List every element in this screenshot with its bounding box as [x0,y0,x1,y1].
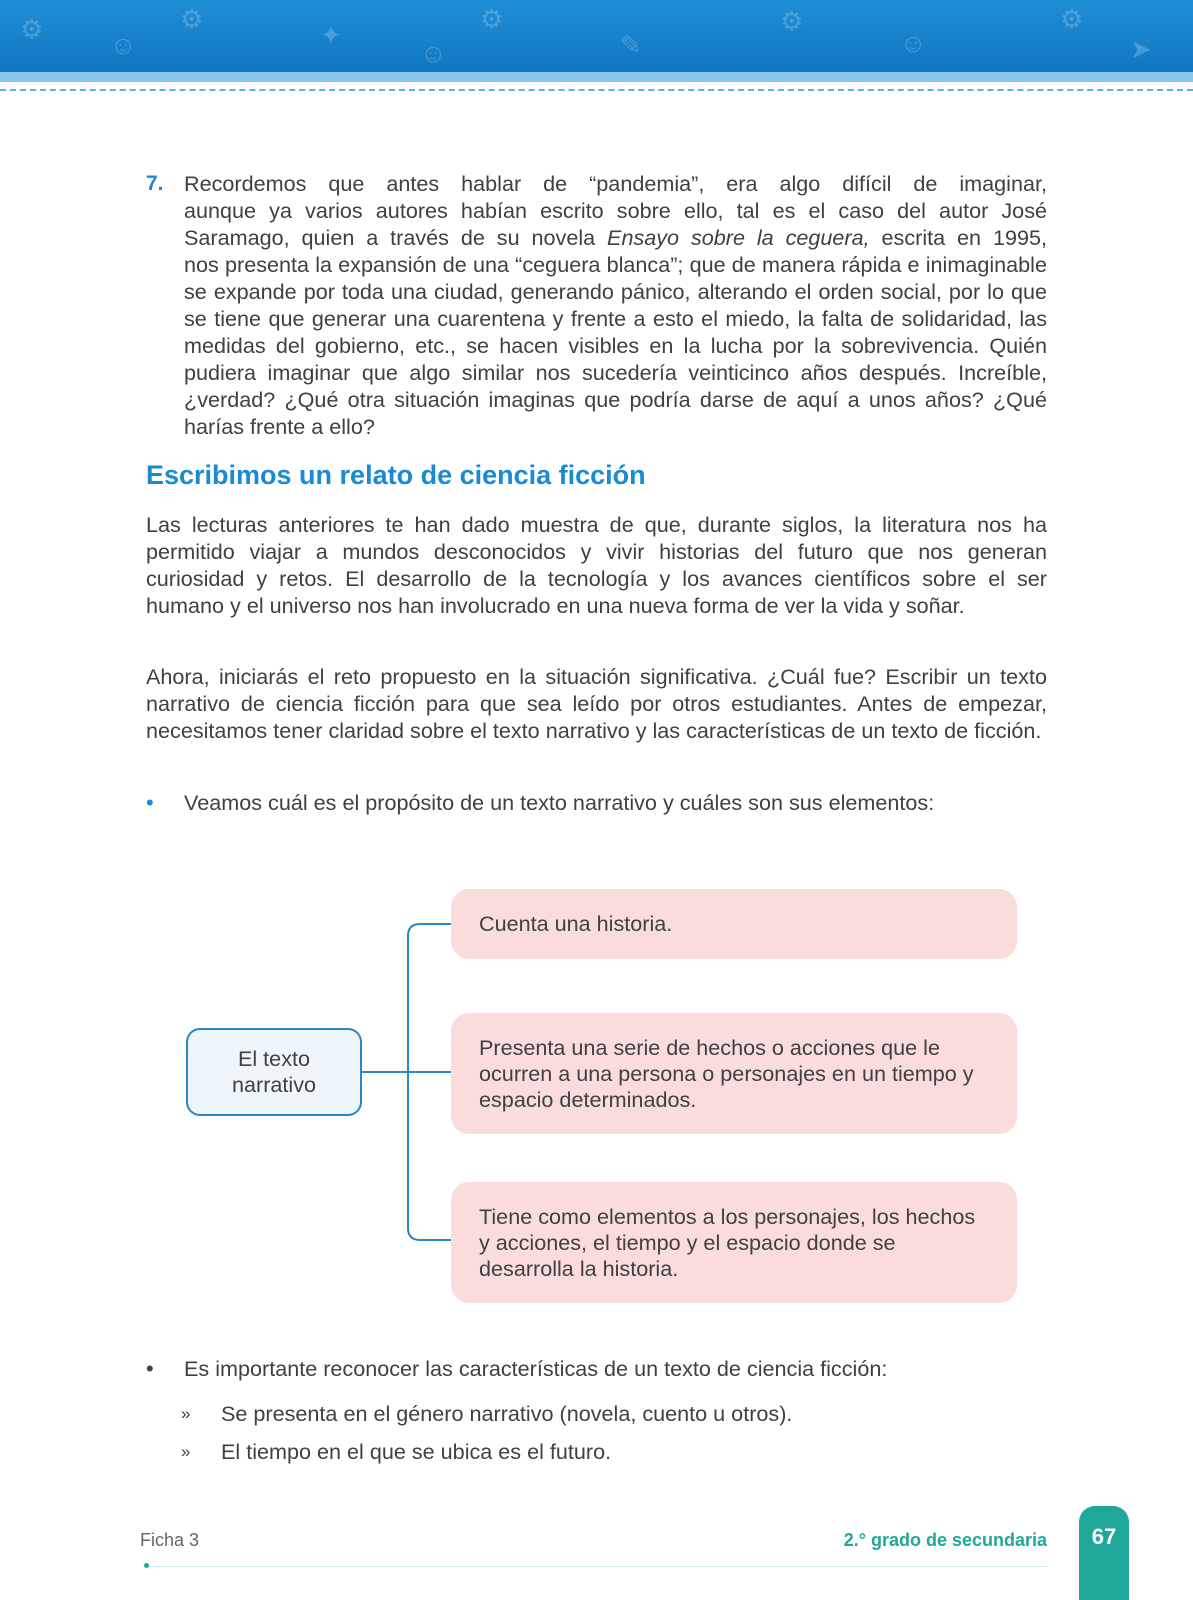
item-7-line: Recordemos que antes hablar de “pandemia”, era algo difícil de imaginar, [184,171,1047,196]
bullet-1-text: Veamos cuál es el propósito de un texto narrativo y cuáles son sus elementos: [184,790,935,815]
smiley-icon: ☺ [900,28,927,58]
item-7-text-run: escrita en 1995, [869,225,1047,250]
gear-icon: ⚙ [780,6,804,36]
pencil-icon: ✎ [620,30,642,60]
sub-bullet-marker: » [181,1442,191,1461]
sub-item-2: El tiempo en el que se ubica es el futuro. [221,1439,612,1464]
diagram-main-node: El texto narrativo [186,1028,362,1116]
section-heading: Escribimos un relato de ciencia ficción [146,460,646,490]
footer-grade-label: 2.° grado de secundaria [843,1530,1047,1550]
bullet-marker: • [146,1356,154,1381]
gear-icon: ⚙ [180,4,204,34]
gear-icon: ⚙ [1060,4,1084,34]
page-number: 67 [1079,1506,1129,1600]
bullet-marker: • [146,790,154,815]
item-7-line: aunque ya varios autores habían escrito sobre ello, tal es el caso del autor José [184,198,1047,223]
novel-title: Ensayo sobre la ceguera, [607,225,870,250]
item-7-paragraph: nos presenta la expansión de una “ceguera blanca”; que de manera rápida e inimaginable se expande por toda una ciudad, generando pánico, alterando el orden social, por lo que se tiene que generar una cuarentena y frente a esto el miedo, la falta de solidaridad, las medidas del gobierno, etc., se hacen visibles en la lucha por la sobrevivencia. Quién pudiera imaginar que algo similar nos sucedería veinticinco años después. Increíble, ¿verdad? ¿Qué otra situación imaginas que podría darse de aquí a unos años? ¿Qué harías frente a ello? [184,252,1047,439]
footer-unit-label: Ficha 3 [140,1530,200,1550]
gear-icon: ⚙ [20,14,44,44]
gear-icon: ⚙ [480,4,504,34]
paragraph-2: Ahora, iniciarás el reto propuesto en la situación significativa. ¿Cuál fue? Escribir un texto narrativo de ciencia ficción para que sea leído por otros estudiantes. Antes de empezar, necesitamos tener claridad sobre el texto narrativo y las características de un texto de ficción. [146,664,1047,743]
paragraph-1: Las lecturas anteriores te han dado muestra de que, durante siglos, la literatura nos ha permitido viajar a mundos desconocidos y vivir historias del futuro que nos generan curiosidad y retos. El desarrollo de la tecnología y los avances científicos sobre el ser humano y el universo nos han involucrado en una nueva forma de ver la vida y soñar. [146,512,1047,618]
arrow-icon: ➤ [1130,34,1152,64]
connector-bracket [408,924,451,1240]
footer-divider [146,1566,1047,1567]
diagram-node: Cuenta una historia. [451,889,1017,959]
lightbulb-icon: ✦ [320,20,342,50]
diagram-node: Tiene como elementos a los personajes, los hechos y acciones, el tiempo y el espacio donde se desarrolla la historia. [451,1182,1017,1303]
bullet-2-text: Es importante reconocer las características de un texto de ciencia ficción: [184,1356,888,1381]
sub-bullet-marker: » [181,1404,191,1423]
smiley-icon: ☺ [420,38,447,68]
item-number: 7. [146,172,164,195]
sub-item-1: Se presenta en el género narrativo (novela, cuento u otros). [221,1401,793,1426]
footer-dot [144,1563,149,1568]
diagram-node: Presenta una serie de hechos o acciones que le ocurren a una persona o personajes en un tiempo y espacio determinados. [451,1013,1017,1134]
smiley-icon: ☺ [110,30,137,60]
item-7-text-run: Saramago, quien a través de su novela [184,225,608,250]
